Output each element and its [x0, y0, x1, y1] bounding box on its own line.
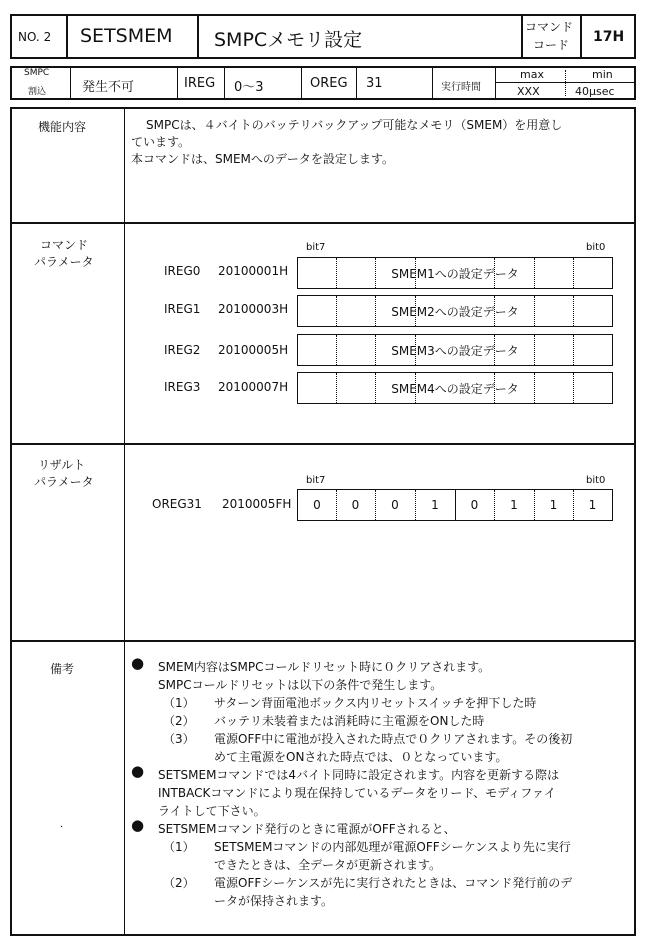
- function-label: 機能内容: [38, 120, 87, 134]
- header-divider: [66, 14, 68, 59]
- sheet-number: NO. 2: [18, 30, 52, 44]
- ireg3-name: IREG3: [164, 380, 201, 394]
- remark-1-item-1: サターン背面電池ボックス内リセットスイッチを押下した時: [214, 696, 537, 710]
- function-line-3: 本コマンドは、SMEMへのデータを設定します。: [131, 152, 394, 166]
- ireg1-name: IREG1: [164, 302, 201, 316]
- info-divider: [224, 66, 225, 100]
- remark-1-item-2: バッテリ未装着または消耗時に主電源をONした時: [214, 714, 485, 728]
- oreg31-bit2: 1: [510, 498, 518, 512]
- command-code: 17H: [593, 29, 625, 45]
- ireg2-name: IREG2: [164, 343, 201, 357]
- info-divider: [301, 66, 302, 100]
- ireg-label: IREG: [184, 76, 216, 91]
- remark-1-line-2: SMPCコールドリセットは以下の条件で発生します。: [158, 678, 443, 692]
- ireg2-register-box: [297, 334, 613, 366]
- min-label: min: [592, 68, 613, 81]
- section-divider: [10, 222, 636, 224]
- ireg0-register-box: [297, 257, 613, 289]
- oreg31-bit5: 0: [391, 498, 399, 512]
- command-name: SETSMEM: [80, 25, 173, 47]
- oreg31-bit1: 1: [549, 498, 558, 512]
- ireg3-register-box: [297, 372, 613, 404]
- section-divider: [10, 640, 636, 642]
- oreg31-bit3: 0: [470, 498, 479, 512]
- info-divider: [432, 66, 433, 100]
- smpc-label-1: SMPC: [24, 68, 50, 78]
- header-divider: [580, 14, 582, 59]
- info-subdivider: [495, 82, 635, 83]
- label-column-divider: [124, 107, 125, 936]
- ireg3-description: SMEM4への設定データ: [391, 381, 519, 396]
- remark-3-item-1-line-1: SETSMEMコマンドの内部処理が電源OFFシーケンスより先に実行: [214, 840, 571, 854]
- ireg1-address: 20100003H: [218, 302, 289, 316]
- remark-1-item-2-number: （2）: [163, 714, 195, 728]
- oreg31-register-box: [297, 489, 613, 521]
- command-title: SMPCメモリ設定: [214, 29, 363, 51]
- oreg31-bit0: 1: [588, 498, 597, 512]
- result-bit0-label: bit0: [586, 475, 606, 486]
- ireg0-name: IREG0: [164, 264, 201, 278]
- bullet-icon: ●: [131, 654, 145, 672]
- ireg1-description: SMEM2への設定データ: [391, 304, 519, 319]
- remark-3-item-2-number: （2）: [163, 876, 195, 890]
- bit0-label: bit0: [586, 242, 606, 253]
- bullet-icon: ●: [131, 762, 145, 780]
- info-divider: [177, 66, 178, 100]
- body-table: [10, 107, 636, 936]
- section-divider: [10, 443, 636, 445]
- oreg-value: 31: [366, 76, 383, 91]
- header-divider: [521, 14, 523, 59]
- remark-3-item-1-line-2: できたときは、全データが更新されます。: [214, 858, 442, 872]
- code-label-1: コマンド: [525, 20, 574, 34]
- bullet-icon: ●: [131, 816, 145, 834]
- function-line-1: SMPCは、４バイトのバッテリバックアップ可能なメモリ（SMEM）を用意し: [146, 118, 563, 132]
- ireg-value: 0～3: [234, 80, 264, 95]
- oreg31-address: 2010005FH: [222, 497, 292, 511]
- oreg31-bit6: 0: [351, 498, 360, 512]
- command-params-label-2: パラメータ: [34, 255, 94, 269]
- max-label: max: [520, 68, 544, 81]
- remark-1-item-1-number: （1）: [163, 696, 195, 710]
- remark-2-line-3: ライトして下さい。: [158, 804, 266, 818]
- bit7-label: bit7: [306, 242, 326, 253]
- remark-1-item-3-number: （3）: [163, 732, 195, 746]
- remark-1-line-1: SMEM内容はSMPCコールドリセット時に０クリアされます。: [158, 660, 491, 674]
- result-bit7-label: bit7: [306, 475, 326, 486]
- min-value: 40μsec: [575, 85, 615, 98]
- exec-time-label: 実行時間: [441, 82, 481, 93]
- result-params-label-2: パラメータ: [34, 475, 94, 489]
- ireg2-description: SMEM3への設定データ: [391, 343, 519, 358]
- function-line-2: ています。: [131, 135, 191, 149]
- info-divider: [356, 66, 357, 100]
- oreg-label: OREG: [310, 76, 348, 91]
- code-label-2: コード: [533, 38, 570, 52]
- remark-3-item-2-line-2: ータが保持されます。: [214, 894, 334, 908]
- remark-3-item-2-line-1: 電源OFFシーケンスが先に実行されたときは、コマンド発行前のデ: [214, 876, 573, 890]
- oreg31-name: OREG31: [152, 497, 202, 511]
- remark-2-line-1: SETSMEMコマンドでは4バイト同時に設定されます。内容を更新する際は: [158, 768, 560, 782]
- ireg0-description: SMEM1への設定データ: [391, 266, 519, 281]
- max-value: XXX: [517, 85, 540, 98]
- ireg0-address: 20100001H: [218, 264, 289, 278]
- ireg2-address: 20100005H: [218, 343, 289, 357]
- info-divider: [70, 66, 71, 100]
- remarks-dot: ·: [60, 822, 64, 833]
- remarks-label: 備考: [50, 662, 75, 676]
- remark-2-line-2: INTBACKコマンドにより現在保持しているデータをリード、モディファイ: [158, 786, 557, 800]
- remark-3-item-1-number: （1）: [163, 840, 195, 854]
- ireg3-address: 20100007H: [218, 380, 289, 394]
- info-divider: [495, 66, 496, 100]
- remark-3-line-1: SETSMEMコマンド発行のときに電源がOFFされると、: [158, 822, 456, 836]
- ireg1-register-box: [297, 295, 613, 327]
- command-params-label-1: コマンド: [40, 238, 89, 252]
- remark-1-item-3-line-1: 電源OFF中に電池が投入された時点で０クリアされます。その後初: [214, 732, 573, 746]
- header-divider: [197, 14, 199, 59]
- remark-1-item-3-line-2: めて主電源をONされた時点では、０となっています。: [214, 750, 508, 764]
- smpc-label-2: 割込: [28, 87, 47, 97]
- oreg31-bit4: 1: [431, 498, 439, 512]
- result-params-label-1: リザルト: [38, 458, 86, 472]
- smpc-value: 発生不可: [82, 80, 135, 95]
- info-divider: [565, 70, 567, 96]
- oreg31-bit7: 0: [313, 498, 321, 512]
